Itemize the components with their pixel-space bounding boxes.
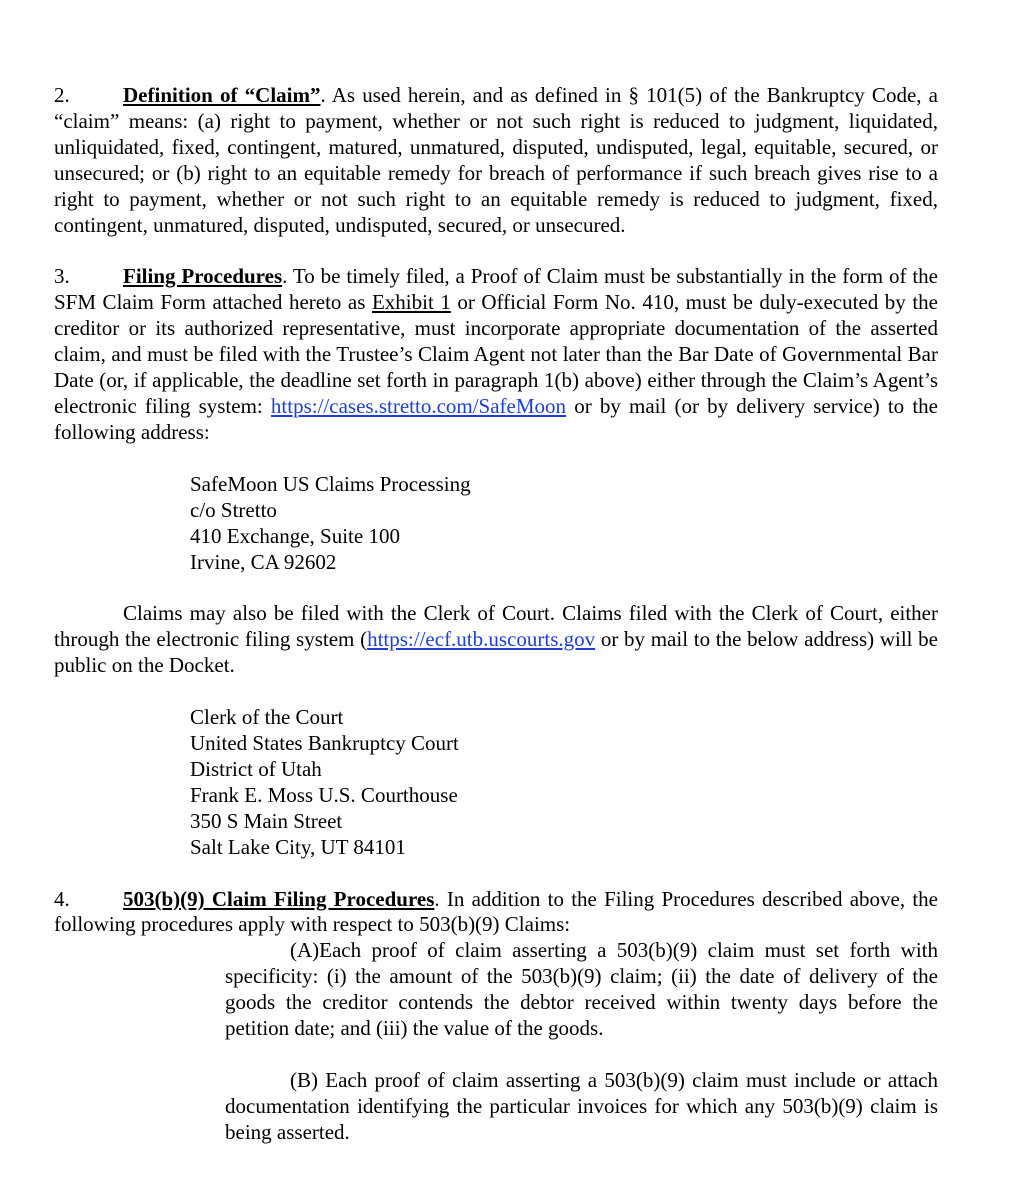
address-line: Frank E. Moss U.S. Courthouse: [190, 782, 458, 807]
subsection-text: Each proof of claim asserting a 503(b)(9) claim must set forth with specificity: (i) the amount of the 503(b)(9) claim; (ii) the date of delivery of the goods the creditor contends the debtor received within twenty days before the petition date; and (iii) the value of the goods.: [225, 938, 938, 1041]
clerk-filing-paragraph: [54, 601, 938, 679]
address-line: Clerk of the Court: [190, 705, 344, 730]
section-body: . In addition to the Filing Procedures described above, the following procedures apply with respect to 503(b)(9) Claims:: [54, 886, 938, 937]
address-line: c/o Stretto: [190, 497, 277, 522]
subsection-b: [225, 1068, 938, 1146]
clerk-text-end: or by mail to the below address) will be public on the Docket.: [54, 627, 938, 678]
section-number: 4.: [54, 886, 70, 911]
address-line: United States Bankruptcy Court: [190, 731, 459, 756]
section-2: [54, 83, 938, 238]
exhibit-reference: Exhibit 1: [371, 290, 451, 315]
claims-processing-address: [54, 472, 938, 576]
subsection-label: (A): [290, 938, 320, 963]
address-line: 350 S Main Street: [190, 808, 343, 833]
section-number: 3.: [54, 264, 70, 289]
subsection-a: [225, 938, 938, 1042]
section-body-continued: or Official Form No. 410, must be duly-executed by the creditor or its authorized representative, must incorporate appropriate documentation of the asserted claim, and must be filed with the Trustee’s Claim Agent not later than the Bar Date of Governmental Bar Date (or, if applicable, the deadline set forth in paragraph 1(b) above) either through the Claim’s Agent’s electronic filing system:: [54, 290, 938, 418]
document-page: [54, 83, 938, 1146]
section-heading: Definition of “Claim”: [123, 83, 321, 107]
section-heading: Filing Procedures: [123, 264, 283, 289]
stretto-claims-link[interactable]: https://cases.stretto.com/SafeMoon: [270, 393, 567, 418]
subsection-text: Each proof of claim asserting a 503(b)(9) claim must include or attach documentation identifying the particular invoices for which any 503(b)(9) claim is being asserted.: [225, 1068, 939, 1144]
ecf-link[interactable]: https://ecf.utb.uscourts.gov: [367, 627, 596, 652]
section-body: . To be timely filed, a Proof of Claim must be substantially in the form of the SFM Claim Form attached hereto as: [54, 264, 938, 315]
address-line: 410 Exchange, Suite 100: [190, 523, 400, 548]
section-body: . As used herein, and as defined in § 101(5) of the Bankruptcy Code, a “claim” means: (a) right to payment, whether or not such right is reduced to judgment, liquidated, unliquidated, fixed, contingent, matured, unmatured, disputed, undisputed, legal, equitable, secured, or unsecured; or (b) right to an equitable remedy for breach of performance if such breach gives rise to a right to payment, whether or not such right to an equitable remedy is reduced to judgment, fixed, contingent, unmatured, disputed, undisputed, secured, or unsecured.: [54, 83, 938, 237]
address-line: Irvine, CA 92602: [190, 549, 337, 574]
address-line: Salt Lake City, UT 84101: [190, 834, 406, 859]
section-4: [54, 887, 938, 939]
address-line: SafeMoon US Claims Processing: [190, 471, 471, 496]
subsection-label: (B): [290, 1068, 318, 1092]
section-number: 2.: [54, 83, 70, 107]
section-heading: 503(b)(9) Claim Filing Procedures: [123, 886, 435, 911]
clerk-text: Claims may also be filed with the Clerk of Court. Claims filed with the Clerk of Court, either through the electronic filing system (: [54, 601, 938, 652]
address-line: District of Utah: [190, 756, 322, 781]
section-3: [54, 264, 938, 445]
section-body-end: or by mail (or by delivery service) to the following address:: [54, 393, 938, 444]
clerk-address: [54, 705, 938, 860]
